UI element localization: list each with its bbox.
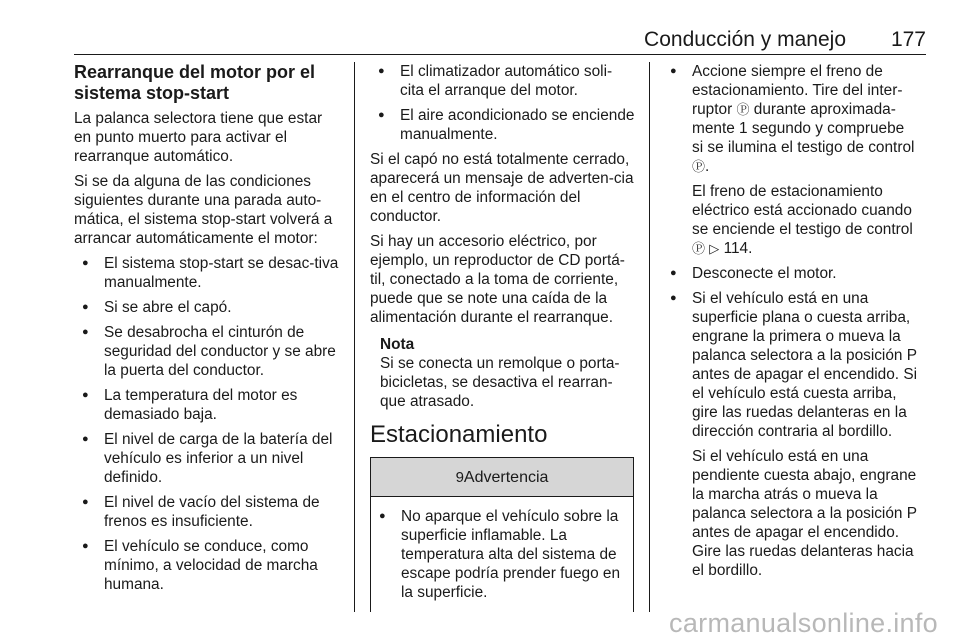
list-item: ● El nivel de vacío del sistema de frenos es insuficiente.: [74, 493, 342, 531]
warning-box: [370, 457, 634, 612]
list-item: ● Si el vehículo está en una superficie plana o cuesta arriba, engrane la primera o mueva la palanca selectora a la posición P antes de apagar el encendido. Si el vehículo está cuesta arriba, gire las ruedas delanteras en la dirección contraria al bordillo.: [662, 289, 918, 441]
paragraph: Si hay un accesorio eléctrico, por ejemplo, un reproductor de CD portá-til, conectado a la toma de corriente, puede que se note una caída de la alimentación durante el rearranque.: [370, 233, 625, 326]
note-title: Nota: [380, 336, 415, 353]
paragraph: Si el capó no está totalmente cerrado, aparecerá un mensaje de adverten-cia en el centro de información del conductor.: [370, 151, 634, 225]
indented-paragraph: El freno de estacionamiento eléctrico está accionado cuando se enciende el testigo de control Ⓟ ▷ 114.: [692, 183, 913, 257]
header-title: Conducción y manejo: [644, 28, 846, 51]
page-number: 177: [890, 28, 926, 51]
bullet-list: [371, 507, 627, 602]
list-item: ● No aparque el vehículo sobre la superficie inflamable. La temperatura alta del sistema de escape podría prender fuego en la superficie.: [371, 507, 627, 602]
list-item: ● Si se abre el capó.: [74, 298, 342, 317]
indented-paragraph: Si el vehículo está en una pendiente cuesta abajo, engrane la marcha atrás o mueva la palanca selectora a la posición P antes de apagar el encendido. Gire las ruedas delanteras hacia el bordillo.: [692, 448, 917, 579]
column-divider-1: [354, 62, 355, 612]
list-item: ● Desconecte el motor.: [662, 264, 918, 283]
parking-brake-icon: Ⓟ: [692, 159, 706, 174]
bullet-list: [370, 62, 636, 144]
bullet-list: [662, 264, 918, 441]
bullet-list: [74, 254, 342, 594]
page-header: [74, 26, 926, 52]
note-box: [370, 335, 636, 411]
list-item: ● Accione siempre el freno de estacionamiento. Tire del inter-ruptor Ⓟ durante aproximada-mente 1 segundo y compruebe si se ilumina el testigo de control Ⓟ.: [662, 62, 918, 176]
list-item: ● El climatizador automático soli-cita el arranque del motor.: [370, 62, 636, 100]
paragraph: La palanca selectora tiene que estar en punto muerto para activar el rearranque automático.: [74, 110, 323, 165]
page-reference-arrow-icon: ▷: [709, 241, 720, 256]
parking-brake-icon: Ⓟ: [692, 241, 706, 256]
watermark: carmanualsonline.info: [669, 608, 938, 638]
warning-triangle-icon: 9: [455, 468, 464, 486]
paragraph: Si se da alguna de las condiciones siguientes durante una parada auto-mática, el sistema stop-start volverá a arrancar automáticamente el motor:: [74, 173, 333, 247]
column-2: [370, 62, 636, 612]
warning-body: [371, 497, 633, 612]
list-item: ● Se desabrocha el cinturón de seguridad del conductor y se abre la puerta del conductor.: [74, 323, 342, 380]
bullet-list: [662, 62, 918, 176]
list-item: ● El vehículo se conduce, como mínimo, a velocidad de marcha humana.: [74, 537, 342, 594]
parking-brake-icon: Ⓟ: [736, 102, 750, 117]
warning-header: [371, 457, 633, 497]
list-item: ● El sistema stop-start se desac-tiva manualmente.: [74, 254, 342, 292]
warning-title: Advertencia: [463, 468, 549, 486]
list-item: ● El aire acondicionado se enciende manualmente.: [370, 106, 636, 144]
list-item: ● La temperatura del motor es demasiado baja.: [74, 386, 342, 424]
section-heading-restart: Rearranque del motor por el sistema stop-start: [74, 62, 316, 103]
column-3: [662, 62, 918, 586]
column-divider-2: [649, 62, 650, 612]
list-item: ● El nivel de carga de la batería del vehículo es inferior a un nivel definido.: [74, 430, 342, 487]
column-1: [74, 62, 342, 600]
section-heading-parking: Estacionamiento: [370, 421, 548, 448]
note-text: Si se conecta un remolque o porta-bicicletas, se desactiva el rearran-que atrasado.: [380, 355, 620, 410]
header-rule: [74, 54, 926, 55]
